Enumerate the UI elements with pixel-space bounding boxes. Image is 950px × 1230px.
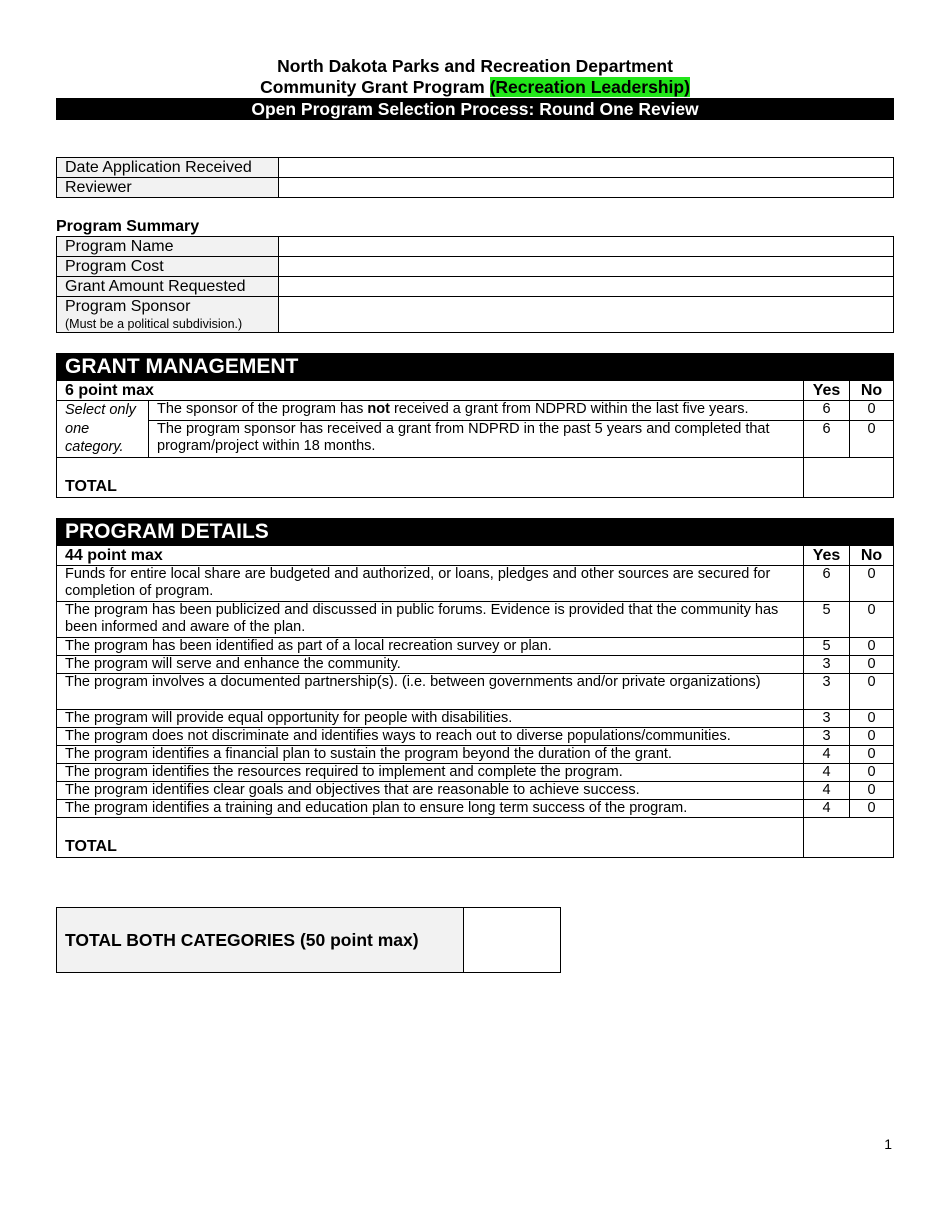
yes-header: Yes xyxy=(804,545,850,565)
criterion-row xyxy=(57,601,894,637)
program-name-label: Program Name xyxy=(57,237,279,257)
grant-management-table xyxy=(56,380,894,498)
criterion-text: The program does not discriminate and identifies ways to reach out to diverse populations/communities. xyxy=(57,727,804,745)
date-received-label: Date Application Received xyxy=(57,158,279,178)
criterion-row xyxy=(57,727,894,745)
grant-amount-label: Grant Amount Requested xyxy=(57,277,279,297)
no-header: No xyxy=(850,381,894,401)
criterion-text: The program identifies a training and education plan to ensure long term success of the program. xyxy=(57,799,804,817)
program-name-field[interactable] xyxy=(279,237,894,257)
grant-management-header: GRANT MANAGEMENT xyxy=(56,353,894,380)
criterion-text: The program identifies clear goals and objectives that are reasonable to achieve success. xyxy=(57,781,804,799)
no-points[interactable]: 0 xyxy=(850,637,894,655)
yes-points[interactable]: 4 xyxy=(804,799,850,817)
program-title xyxy=(56,77,894,98)
grand-total-table xyxy=(56,907,561,973)
grant-management-total-label: TOTAL xyxy=(57,457,804,497)
no-points[interactable]: 0 xyxy=(850,655,894,673)
criterion-row xyxy=(57,745,894,763)
reviewer-label: Reviewer xyxy=(57,178,279,198)
program-type-highlight: (Recreation Leadership) xyxy=(489,77,690,97)
criterion-text: The program will provide equal opportunity for people with disabilities. xyxy=(57,709,804,727)
criterion-row xyxy=(57,655,894,673)
program-summary-table xyxy=(56,236,894,333)
no-points[interactable]: 0 xyxy=(850,673,894,709)
grand-total-field[interactable] xyxy=(464,908,561,973)
yes-points[interactable]: 3 xyxy=(804,727,850,745)
date-received-field[interactable] xyxy=(279,158,894,178)
criterion-text: Funds for entire local share are budgeted and authorized, or loans, pledges and other sources are secured for completion of program. xyxy=(57,565,804,601)
no-points[interactable]: 0 xyxy=(850,709,894,727)
no-points[interactable]: 0 xyxy=(850,745,894,763)
yes-points[interactable]: 3 xyxy=(804,673,850,709)
select-one-note: Select only one category. xyxy=(57,401,149,458)
grant-amount-field[interactable] xyxy=(279,277,894,297)
no-points[interactable]: 0 xyxy=(850,781,894,799)
yes-points[interactable]: 6 xyxy=(804,401,850,421)
criterion-row xyxy=(57,637,894,655)
yes-points[interactable]: 3 xyxy=(804,655,850,673)
program-sponsor-label xyxy=(57,297,279,333)
criterion-row xyxy=(57,673,894,709)
program-sponsor-note: (Must be a political subdivision.) xyxy=(65,317,243,331)
criterion-text: The program will serve and enhance the community. xyxy=(57,655,804,673)
yes-points[interactable]: 5 xyxy=(804,601,850,637)
criterion-row xyxy=(57,763,894,781)
criterion-text xyxy=(149,401,804,421)
no-points[interactable]: 0 xyxy=(850,727,894,745)
no-header: No xyxy=(850,545,894,565)
criterion-text: The program identifies the resources required to implement and complete the program. xyxy=(57,763,804,781)
review-form xyxy=(56,56,894,858)
yes-points[interactable]: 5 xyxy=(804,637,850,655)
program-details-total-label: TOTAL xyxy=(57,817,804,857)
yes-points[interactable]: 6 xyxy=(804,565,850,601)
criterion-row xyxy=(57,565,894,601)
program-cost-field[interactable] xyxy=(279,257,894,277)
yes-points[interactable]: 4 xyxy=(804,781,850,799)
yes-points[interactable]: 3 xyxy=(804,709,850,727)
criterion-text: The program involves a documented partnership(s). (i.e. between governments and/or private organizations) xyxy=(57,673,804,709)
program-details-header: PROGRAM DETAILS xyxy=(56,518,894,545)
grand-total-label: TOTAL BOTH CATEGORIES (50 point max) xyxy=(57,908,464,973)
program-details-table xyxy=(56,545,894,858)
criterion-row xyxy=(57,709,894,727)
no-points[interactable]: 0 xyxy=(850,401,894,421)
program-details-total-field[interactable] xyxy=(804,817,894,857)
yes-points[interactable]: 4 xyxy=(804,763,850,781)
no-points[interactable]: 0 xyxy=(850,799,894,817)
yes-points[interactable]: 4 xyxy=(804,745,850,763)
criterion-text: The program identifies a financial plan to sustain the program beyond the duration of the grant. xyxy=(57,745,804,763)
no-points[interactable]: 0 xyxy=(850,763,894,781)
no-points[interactable]: 0 xyxy=(850,601,894,637)
criterion-text: The program has been publicized and discussed in public forums. Evidence is provided that the community has been informed and aware of the plan. xyxy=(57,601,804,637)
program-sponsor-text: Program Sponsor xyxy=(65,298,191,315)
no-points[interactable]: 0 xyxy=(850,420,894,457)
criterion-text-part: The sponsor of the program has xyxy=(157,401,368,417)
program-title-text: Community Grant Program xyxy=(260,77,485,97)
page-number: 1 xyxy=(884,1136,892,1152)
criterion-text-emphasis: not xyxy=(367,401,390,417)
review-info-table xyxy=(56,157,894,198)
program-details-max: 44 point max xyxy=(57,545,804,565)
program-cost-label: Program Cost xyxy=(57,257,279,277)
grant-management-max: 6 point max xyxy=(57,381,804,401)
department-title: North Dakota Parks and Recreation Department xyxy=(277,56,673,76)
criterion-row xyxy=(57,781,894,799)
yes-points[interactable]: 6 xyxy=(804,420,850,457)
process-title-bar: Open Program Selection Process: Round One Review xyxy=(56,98,894,120)
criterion-text: The program sponsor has received a grant from NDPRD in the past 5 years and completed that program/project within 18 months. xyxy=(149,420,804,457)
no-points[interactable]: 0 xyxy=(850,565,894,601)
program-sponsor-field[interactable] xyxy=(279,297,894,333)
criterion-text: The program has been identified as part of a local recreation survey or plan. xyxy=(57,637,804,655)
program-summary-heading: Program Summary xyxy=(56,218,200,235)
criterion-row xyxy=(57,799,894,817)
grant-management-total-field[interactable] xyxy=(804,457,894,497)
reviewer-field[interactable] xyxy=(279,178,894,198)
criterion-text-part: received a grant from NDPRD within the last five years. xyxy=(389,401,749,417)
yes-header: Yes xyxy=(804,381,850,401)
